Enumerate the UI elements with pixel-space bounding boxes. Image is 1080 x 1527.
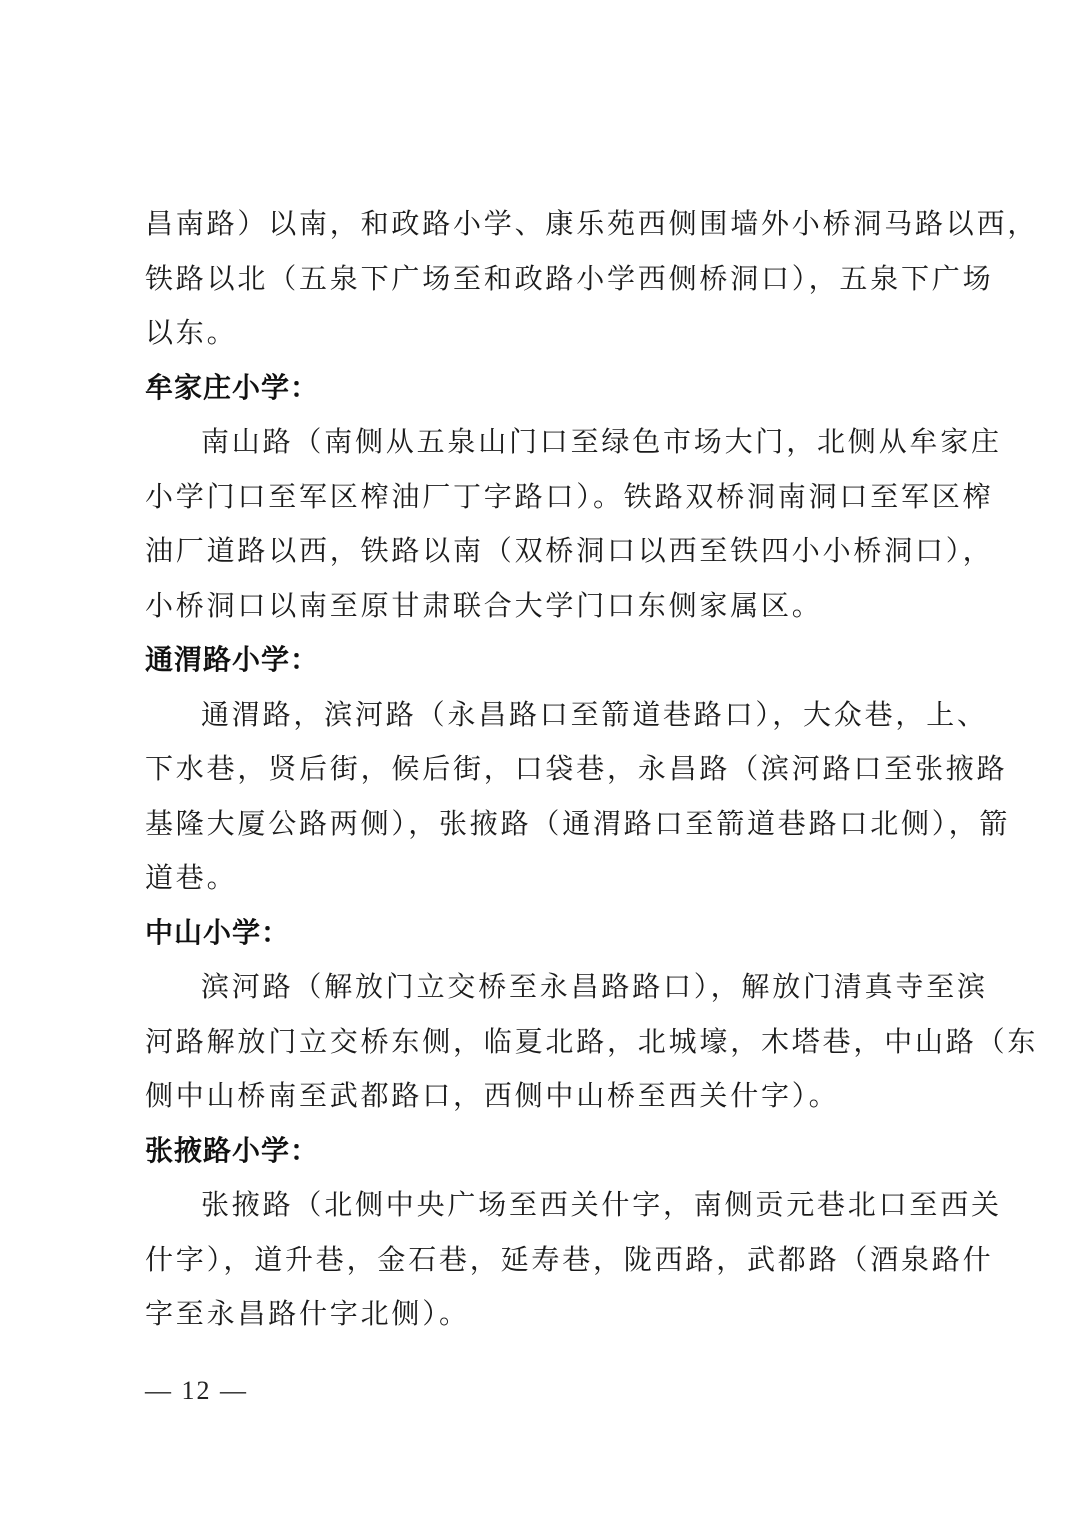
paragraph-line: 基隆大厦公路两侧），张掖路（通渭路口至箭道巷路口北侧），箭 [145,806,1011,840]
paragraph-line: 小学门口至军区榨油厂丁字路口）。铁路双桥洞南洞口至军区榨 [145,479,994,513]
paragraph-line: 什字），道升巷，金石巷，延寿巷，陇西路，武都路（酒泉路什 [145,1242,994,1276]
paragraph-line: 通渭路，滨河路（永昌路口至箭道巷路口），大众巷，上、 [201,697,988,731]
paragraph-line: 字至永昌路什字北侧）。 [145,1297,470,1330]
page-number: — 12 — [145,1376,248,1405]
school-heading: 牟家庄小学： [145,370,320,404]
paragraph-line: 下水巷，贤后街，候后街，口袋巷，永昌路（滨河路口至张掖路 [145,752,1008,785]
paragraph-line: 侧中山桥南至武都路口，西侧中山桥至西关什字）。 [145,1079,840,1112]
paragraph-line: 铁路以北（五泉下广场至和政路小学西侧桥洞口），五泉下广场 [145,261,994,295]
school-heading: 中山小学： [145,915,291,949]
paragraph-line: 河路解放门立交桥东侧，临夏北路，北城壕，木塔巷，中山路（东 [145,1024,1039,1058]
paragraph-line: 滨河路（解放门立交桥至永昌路路口），解放门清真寺至滨 [201,970,988,1003]
paragraph-line: 道巷。 [145,861,238,894]
paragraph-line: 昌南路）以南，和政路小学、康乐苑西侧围墙外小桥洞马路以西， [145,207,1039,240]
paragraph-line: 张掖路（北侧中央广场至西关什字，南侧贡元巷北口至西关 [201,1188,1002,1221]
document-body [145,197,1039,1342]
paragraph-line: 以东。 [145,316,238,349]
paragraph-line: 南山路（南侧从五泉山门口至绿色市场大门，北侧从牟家庄 [201,425,1002,458]
paragraph-line: 油厂道路以西，铁路以南（双桥洞口以西至铁四小小桥洞口）， [145,534,994,567]
school-heading: 张掖路小学： [145,1133,320,1167]
school-heading: 通渭路小学： [145,643,320,676]
paragraph-line: 小桥洞口以南至原甘肃联合大学门口东侧家属区。 [145,588,823,622]
